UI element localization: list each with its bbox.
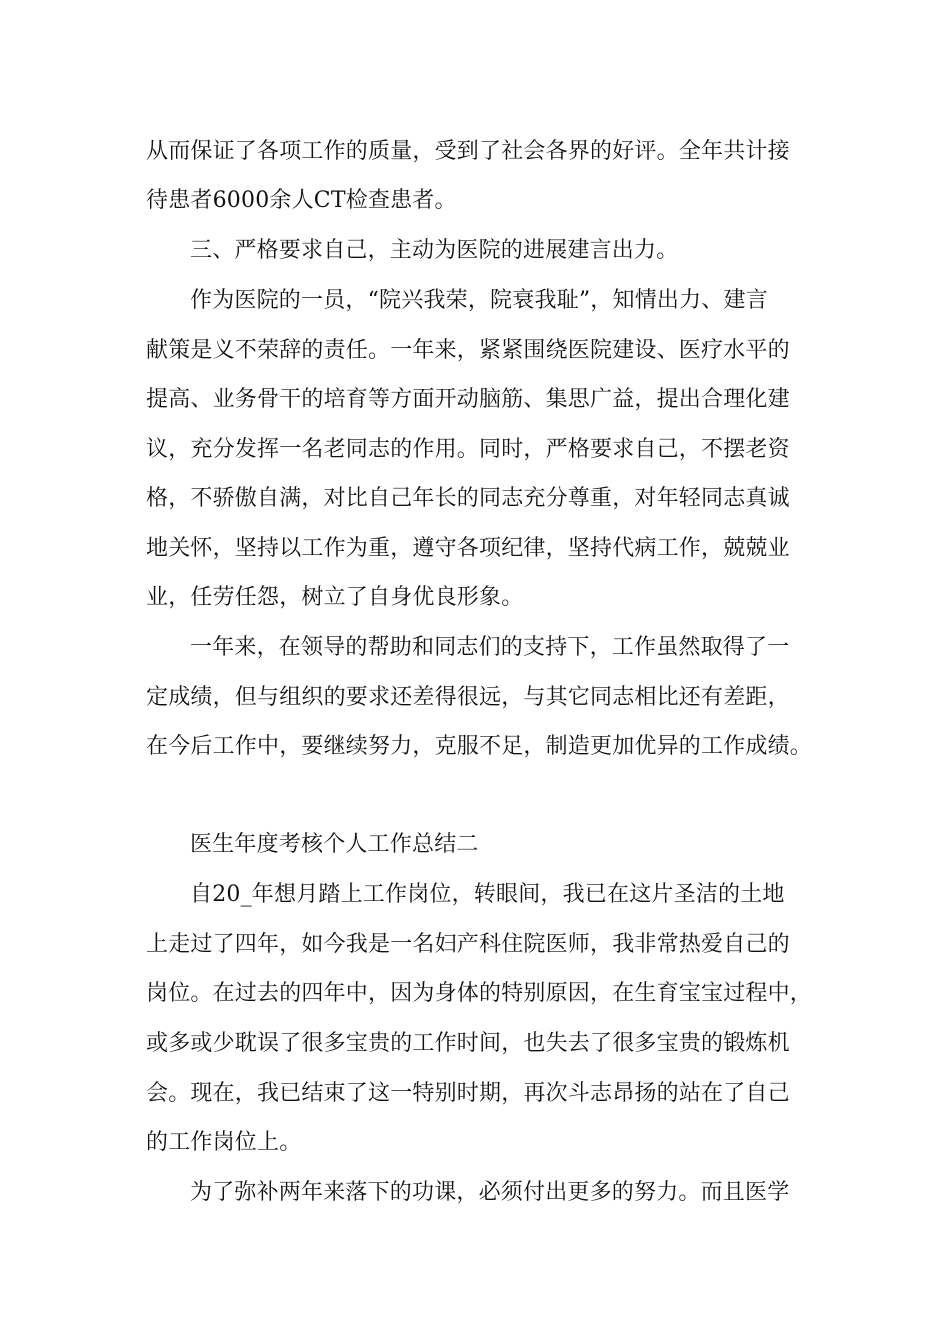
- text-line: 待患者6000余人CT检查患者。: [146, 188, 457, 213]
- text-line: 在今后工作中，要继续努力，克服不足，制造更加优异的工作成绩。: [146, 734, 813, 759]
- text-line: 为了弥补两年来落下的功课，必须付出更多的努力。而且医学: [190, 1180, 790, 1205]
- text-line: 定成绩，但与组织的要求还差得很远，与其它同志相比还有差距，: [146, 685, 790, 710]
- text-line: 医生年度考核个人工作总结二: [190, 832, 479, 857]
- text-line: 上走过了四年，如今我是一名妇产科住院医师，我非常热爱自己的: [146, 932, 790, 957]
- text-line: 的工作岗位上。: [146, 1130, 302, 1155]
- text-line: 从而保证了各项工作的质量，受到了社会各界的好评。全年共计接: [146, 139, 790, 164]
- text-line: 会。现在，我已结束了这一特别时期，再次斗志昂扬的站在了自己: [146, 1081, 790, 1106]
- text-line: 业，任劳任怨，树立了自身优良形象。: [146, 585, 524, 610]
- text-line: 一年来，在领导的帮助和同志们的支持下，工作虽然取得了一: [190, 635, 790, 660]
- text-line: 或多或少耽误了很多宝贵的工作时间，也失去了很多宝贵的锻炼机: [146, 1031, 790, 1056]
- text-line: 自20_年想月踏上工作岗位，转眼间，我已在这片圣洁的土地: [190, 882, 785, 907]
- text-line: 献策是义不荣辞的责任。一年来，紧紧围绕医院建设、医疗水平的: [146, 338, 790, 363]
- text-line: 作为医院的一员，“院兴我荣，院衰我耻”，知情出力、建言: [190, 288, 768, 313]
- text-line: 提高、业务骨干的培育等方面开动脑筋、集思广益，提出合理化建: [146, 387, 790, 412]
- text-line: 议，充分发挥一名老同志的作用。同时，严格要求自己，不摆老资: [146, 437, 790, 462]
- text-line: 岗位。在过去的四年中，因为身体的特别原因，在生育宝宝过程中，: [146, 981, 813, 1006]
- text-line: 格，不骄傲自满，对比自己年长的同志充分尊重，对年轻同志真诚: [146, 486, 790, 511]
- text-line: 地关怀，坚持以工作为重，遵守各项纪律，坚持代病工作，兢兢业: [146, 536, 790, 561]
- text-line: 三、严格要求自己，主动为医院的进展建言出力。: [190, 238, 679, 263]
